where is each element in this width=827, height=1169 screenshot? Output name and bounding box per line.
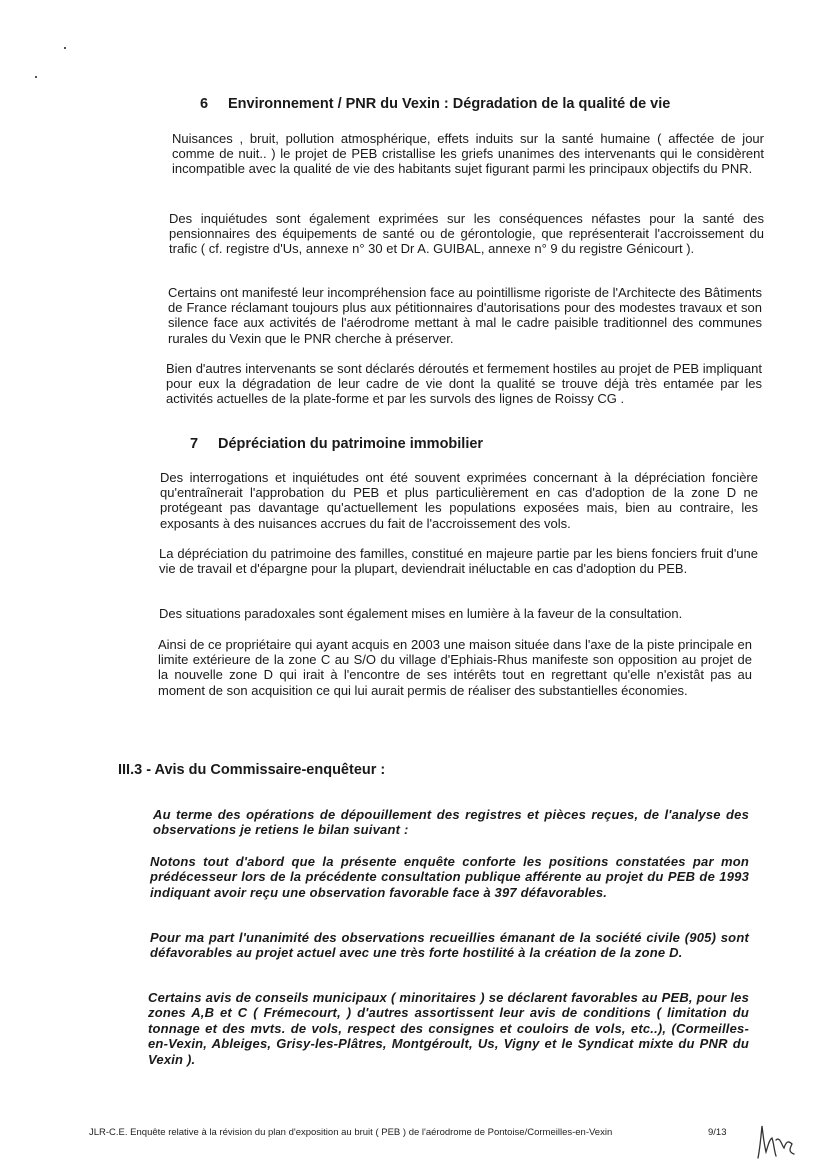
s7-paragraph-2: La dépréciation du patrimoine des familles, constitué en majeure partie par les biens fonciers fruit d'une vie de travail et d'épargne pour la plupart, deviendrait inéluctable en cas d'adoption du PEB. [159, 546, 758, 577]
page-number: 9/13 [708, 1127, 727, 1138]
section-7-title: Dépréciation du patrimoine immobilier [218, 436, 484, 452]
s6-paragraph-2: Des inquiétudes sont également exprimées sur les conséquences néfastes pour la santé des pensionnaires des équipements de santé ou de gérontologie, que représenterait l'accroissement du trafic ( cf. registre d'Us, annexe n° 30 et Dr A. GUIBAL, annexe n° 9 du registre Génicourt ). [169, 211, 764, 257]
section-7-number: 7 [190, 436, 199, 452]
avis-paragraph-3: Pour ma part l'unanimité des observations recueillies émanant de la société civile (905) sont défavorables au projet actuel avec une très forte hostilité à la création de la zone D. [150, 930, 749, 961]
footer-text: JLR-C.E. Enquête relative à la révision du plan d'exposition au bruit ( PEB ) de l'aérodrome de Pontoise/Cormeilles-en-Vexin [89, 1127, 613, 1138]
s7-paragraph-4: Ainsi de ce propriétaire qui ayant acquis en 2003 une maison située dans l'axe de la piste principale en limite extérieure de la zone C au S/O du village d'Ephiais-Rhus manifeste son opposition au projet de la nouvelle zone D qui irait à l'encontre de ses intérêts tout en regrettant qu'elle n'existât pas au moment de son acquisition ce qui lui aurait permis de réaliser des substantielles économies. [158, 637, 752, 698]
handwritten-initials [752, 1118, 800, 1162]
s6-paragraph-4: Bien d'autres intervenants se sont déclarés déroutés et fermement hostiles au projet de PEB impliquant pour eux la dégradation de leur cadre de vie dont la qualité se trouve déjà très entamée par les activités actuelles de la plate-forme et par les survols des lignes de Roissy CG . [166, 361, 762, 407]
section-iii3-heading: III.3 - Avis du Commissaire-enquêteur : [118, 762, 386, 778]
s7-paragraph-3: Des situations paradoxales sont également mises en lumière à la faveur de la consultation. [159, 606, 683, 621]
avis-paragraph-1: Au terme des opérations de dépouillement des registres et pièces reçues, de l'analyse des observations je retiens le bilan suivant : [153, 807, 749, 838]
section-6-number: 6 [200, 96, 209, 112]
s7-paragraph-1: Des interrogations et inquiétudes ont été souvent exprimées concernant à la dépréciation foncière qu'entraînerait l'approbation du PEB et plus particulièrement en cas d'adoption de la zone D ne protégeant pas davantage qu'actuellement les populations exposées mais, bien au contraire, les exposants à des nuisances accrues du fait de l'accroissement des vols. [160, 470, 758, 531]
scan-speck [64, 47, 66, 49]
section-6-heading [200, 96, 670, 112]
section-6-title: Environnement / PNR du Vexin : Dégradation de la qualité de vie [228, 96, 671, 112]
scan-speck [35, 76, 37, 78]
section-7-heading [190, 436, 483, 452]
s6-paragraph-1: Nuisances , bruit, pollution atmosphérique, effets induits sur la santé humaine ( affectée de jour comme de nuit.. ) le projet de PEB cristallise les griefs unanimes des intervenants qui le considèrent incompatible avec la qualité de vie des habitants sujet figurant parmi les principaux objectifs du PNR. [172, 131, 764, 177]
avis-paragraph-4: Certains avis de conseils municipaux ( minoritaires ) se déclarent favorables au PEB, pour les zones A,B et C ( Frémecourt, ) d'autres assortissent leur avis de conditions ( limitation du tonnage et des mvts. de vols, respect des consignes et couloirs de vols, etc..), (Cormeilles-en-Vexin, Ableiges, Grisy-les-Plâtres, Montgéroult, Us, Vigny et le Syndicat mixte du PNR du Vexin ). [148, 990, 749, 1067]
s6-paragraph-3: Certains ont manifesté leur incompréhension face au pointillisme rigoriste de l'Architecte des Bâtiments de France réclamant toujours plus aux pétitionnaires d'autorisations pour des modestes travaux et son silence face aux activités de l'aérodrome mettant à mal le cadre paisible traditionnel des communes rurales du Vexin que le PNR cherche à préserver. [168, 285, 762, 346]
avis-paragraph-2: Notons tout d'abord que la présente enquête conforte les positions constatées par mon prédécesseur lors de la précédente consultation publique afférente au projet du PEB de 1993 indiquant avoir reçu une observation favorable face à 397 défavorables. [150, 854, 749, 900]
